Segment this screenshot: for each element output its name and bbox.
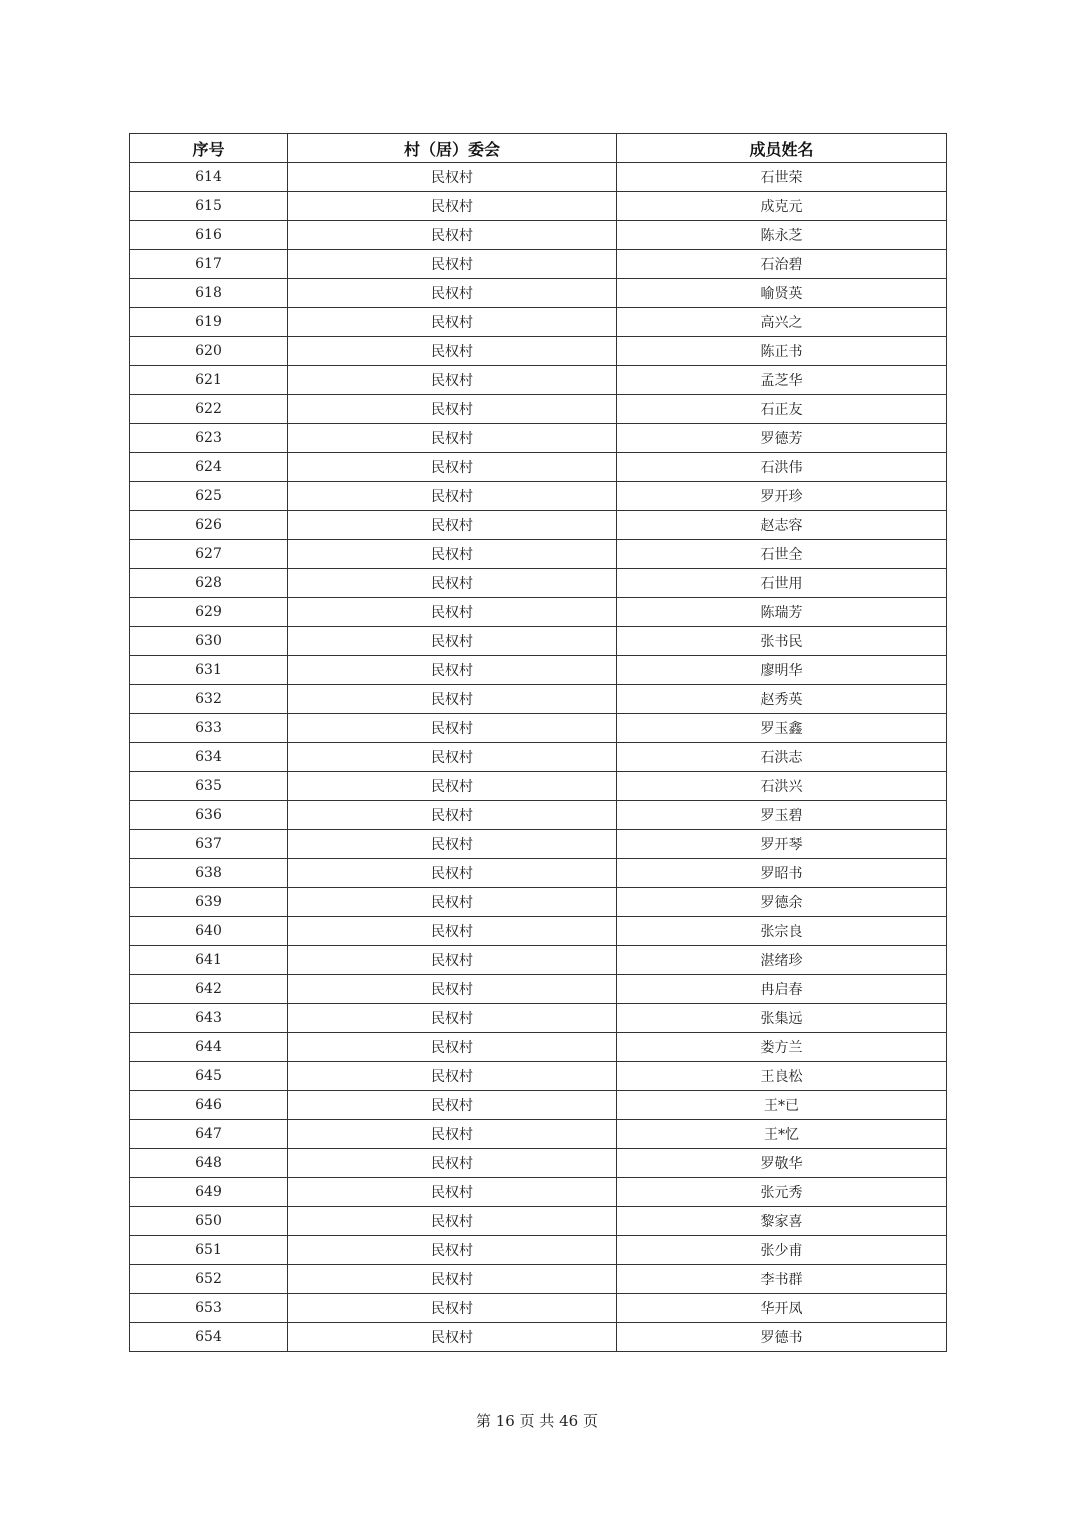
cell-index: 645 <box>130 1062 288 1091</box>
table-row <box>130 308 947 337</box>
table-row <box>130 221 947 250</box>
header-village-committee: 村（居）委会 <box>288 134 617 163</box>
cell-index: 638 <box>130 859 288 888</box>
cell-village-committee: 民权村 <box>288 801 617 830</box>
cell-village-committee: 民权村 <box>288 830 617 859</box>
cell-index: 654 <box>130 1323 288 1352</box>
cell-member-name: 冉启春 <box>617 975 947 1004</box>
table-row <box>130 569 947 598</box>
cell-village-committee: 民权村 <box>288 337 617 366</box>
cell-index: 644 <box>130 1033 288 1062</box>
table-body <box>130 163 947 1352</box>
cell-member-name: 石洪兴 <box>617 772 947 801</box>
cell-village-committee: 民权村 <box>288 366 617 395</box>
cell-index: 628 <box>130 569 288 598</box>
cell-village-committee: 民权村 <box>288 540 617 569</box>
cell-village-committee: 民权村 <box>288 482 617 511</box>
cell-village-committee: 民权村 <box>288 859 617 888</box>
cell-index: 619 <box>130 308 288 337</box>
cell-village-committee: 民权村 <box>288 1091 617 1120</box>
cell-village-committee: 民权村 <box>288 453 617 482</box>
cell-village-committee: 民权村 <box>288 1120 617 1149</box>
cell-village-committee: 民权村 <box>288 714 617 743</box>
cell-village-committee: 民权村 <box>288 1004 617 1033</box>
cell-index: 632 <box>130 685 288 714</box>
cell-village-committee: 民权村 <box>288 1062 617 1091</box>
table-row <box>130 395 947 424</box>
cell-member-name: 廖明华 <box>617 656 947 685</box>
cell-village-committee: 民权村 <box>288 656 617 685</box>
cell-member-name: 张少甫 <box>617 1236 947 1265</box>
cell-index: 647 <box>130 1120 288 1149</box>
cell-index: 627 <box>130 540 288 569</box>
cell-member-name: 黎家喜 <box>617 1207 947 1236</box>
cell-index: 650 <box>130 1207 288 1236</box>
cell-village-committee: 民权村 <box>288 221 617 250</box>
cell-member-name: 罗德芳 <box>617 424 947 453</box>
cell-member-name: 石世用 <box>617 569 947 598</box>
cell-member-name: 罗敬华 <box>617 1149 947 1178</box>
cell-village-committee: 民权村 <box>288 975 617 1004</box>
cell-member-name: 罗德书 <box>617 1323 947 1352</box>
cell-member-name: 张宗良 <box>617 917 947 946</box>
cell-village-committee: 民权村 <box>288 627 617 656</box>
cell-member-name: 湛绪珍 <box>617 946 947 975</box>
cell-index: 629 <box>130 598 288 627</box>
table-row <box>130 598 947 627</box>
cell-index: 630 <box>130 627 288 656</box>
cell-index: 648 <box>130 1149 288 1178</box>
table-row <box>130 1091 947 1120</box>
table-row <box>130 888 947 917</box>
cell-member-name: 陈正书 <box>617 337 947 366</box>
cell-village-committee: 民权村 <box>288 1033 617 1062</box>
cell-index: 634 <box>130 743 288 772</box>
cell-village-committee: 民权村 <box>288 917 617 946</box>
table-row <box>130 366 947 395</box>
cell-village-committee: 民权村 <box>288 1207 617 1236</box>
cell-member-name: 赵志容 <box>617 511 947 540</box>
cell-member-name: 王良松 <box>617 1062 947 1091</box>
table-row <box>130 801 947 830</box>
cell-member-name: 娄方兰 <box>617 1033 947 1062</box>
table-row <box>130 1207 947 1236</box>
cell-member-name: 石洪志 <box>617 743 947 772</box>
cell-index: 639 <box>130 888 288 917</box>
cell-member-name: 罗昭书 <box>617 859 947 888</box>
header-row <box>130 134 947 163</box>
table-row <box>130 163 947 192</box>
table-row <box>130 1004 947 1033</box>
cell-index: 617 <box>130 250 288 279</box>
cell-index: 652 <box>130 1265 288 1294</box>
table-row <box>130 250 947 279</box>
cell-member-name: 罗开琴 <box>617 830 947 859</box>
cell-village-committee: 民权村 <box>288 946 617 975</box>
table-row <box>130 772 947 801</box>
cell-member-name: 石世全 <box>617 540 947 569</box>
table-row <box>130 540 947 569</box>
table-row <box>130 1294 947 1323</box>
table-row <box>130 424 947 453</box>
cell-index: 616 <box>130 221 288 250</box>
cell-index: 637 <box>130 830 288 859</box>
member-table <box>129 133 947 1352</box>
cell-village-committee: 民权村 <box>288 743 617 772</box>
table-row <box>130 1236 947 1265</box>
table-row <box>130 279 947 308</box>
table-row <box>130 656 947 685</box>
cell-index: 631 <box>130 656 288 685</box>
cell-index: 649 <box>130 1178 288 1207</box>
table-row <box>130 453 947 482</box>
cell-member-name: 石世荣 <box>617 163 947 192</box>
cell-index: 640 <box>130 917 288 946</box>
cell-member-name: 华开凤 <box>617 1294 947 1323</box>
table-row <box>130 627 947 656</box>
cell-village-committee: 民权村 <box>288 685 617 714</box>
cell-index: 621 <box>130 366 288 395</box>
cell-village-committee: 民权村 <box>288 279 617 308</box>
cell-index: 615 <box>130 192 288 221</box>
cell-village-committee: 民权村 <box>288 598 617 627</box>
table-row <box>130 830 947 859</box>
table-row <box>130 1265 947 1294</box>
table-row <box>130 1149 947 1178</box>
cell-member-name: 喻贤英 <box>617 279 947 308</box>
cell-village-committee: 民权村 <box>288 888 617 917</box>
table-row <box>130 1323 947 1352</box>
cell-village-committee: 民权村 <box>288 1294 617 1323</box>
cell-village-committee: 民权村 <box>288 192 617 221</box>
cell-index: 642 <box>130 975 288 1004</box>
cell-member-name: 罗德余 <box>617 888 947 917</box>
cell-village-committee: 民权村 <box>288 1236 617 1265</box>
cell-village-committee: 民权村 <box>288 772 617 801</box>
cell-village-committee: 民权村 <box>288 424 617 453</box>
table-row <box>130 946 947 975</box>
table-row <box>130 1178 947 1207</box>
table-row <box>130 714 947 743</box>
cell-index: 651 <box>130 1236 288 1265</box>
cell-village-committee: 民权村 <box>288 511 617 540</box>
cell-member-name: 李书群 <box>617 1265 947 1294</box>
header-index: 序号 <box>130 134 288 163</box>
cell-member-name: 石治碧 <box>617 250 947 279</box>
table-row <box>130 337 947 366</box>
page-number-footer: 第 16 页 共 46 页 <box>475 1412 598 1430</box>
cell-member-name: 成克元 <box>617 192 947 221</box>
cell-village-committee: 民权村 <box>288 569 617 598</box>
cell-index: 653 <box>130 1294 288 1323</box>
cell-index: 622 <box>130 395 288 424</box>
cell-member-name: 王*已 <box>617 1091 947 1120</box>
cell-village-committee: 民权村 <box>288 250 617 279</box>
cell-village-committee: 民权村 <box>288 308 617 337</box>
cell-village-committee: 民权村 <box>288 1323 617 1352</box>
cell-index: 623 <box>130 424 288 453</box>
cell-index: 643 <box>130 1004 288 1033</box>
table-row <box>130 975 947 1004</box>
cell-member-name: 陈永芝 <box>617 221 947 250</box>
cell-village-committee: 民权村 <box>288 163 617 192</box>
cell-member-name: 罗玉鑫 <box>617 714 947 743</box>
cell-index: 614 <box>130 163 288 192</box>
cell-index: 618 <box>130 279 288 308</box>
cell-index: 646 <box>130 1091 288 1120</box>
cell-member-name: 孟芝华 <box>617 366 947 395</box>
table-row <box>130 917 947 946</box>
table-row <box>130 859 947 888</box>
table-row <box>130 743 947 772</box>
cell-member-name: 高兴之 <box>617 308 947 337</box>
cell-member-name: 罗玉碧 <box>617 801 947 830</box>
header-member-name: 成员姓名 <box>617 134 947 163</box>
cell-member-name: 张集远 <box>617 1004 947 1033</box>
table-row <box>130 192 947 221</box>
table-row <box>130 511 947 540</box>
cell-member-name: 张书民 <box>617 627 947 656</box>
cell-index: 635 <box>130 772 288 801</box>
cell-member-name: 赵秀英 <box>617 685 947 714</box>
cell-member-name: 陈瑞芳 <box>617 598 947 627</box>
cell-member-name: 罗开珍 <box>617 482 947 511</box>
table-row <box>130 1120 947 1149</box>
cell-member-name: 石正友 <box>617 395 947 424</box>
cell-member-name: 王*忆 <box>617 1120 947 1149</box>
cell-member-name: 张元秀 <box>617 1178 947 1207</box>
cell-index: 633 <box>130 714 288 743</box>
cell-index: 641 <box>130 946 288 975</box>
cell-member-name: 石洪伟 <box>617 453 947 482</box>
cell-index: 626 <box>130 511 288 540</box>
cell-village-committee: 民权村 <box>288 1178 617 1207</box>
table-header <box>130 134 947 163</box>
table-row <box>130 1062 947 1091</box>
table-row <box>130 685 947 714</box>
cell-index: 624 <box>130 453 288 482</box>
cell-index: 636 <box>130 801 288 830</box>
cell-index: 625 <box>130 482 288 511</box>
cell-village-committee: 民权村 <box>288 1149 617 1178</box>
cell-village-committee: 民权村 <box>288 395 617 424</box>
table-row <box>130 1033 947 1062</box>
table-row <box>130 482 947 511</box>
cell-village-committee: 民权村 <box>288 1265 617 1294</box>
cell-index: 620 <box>130 337 288 366</box>
